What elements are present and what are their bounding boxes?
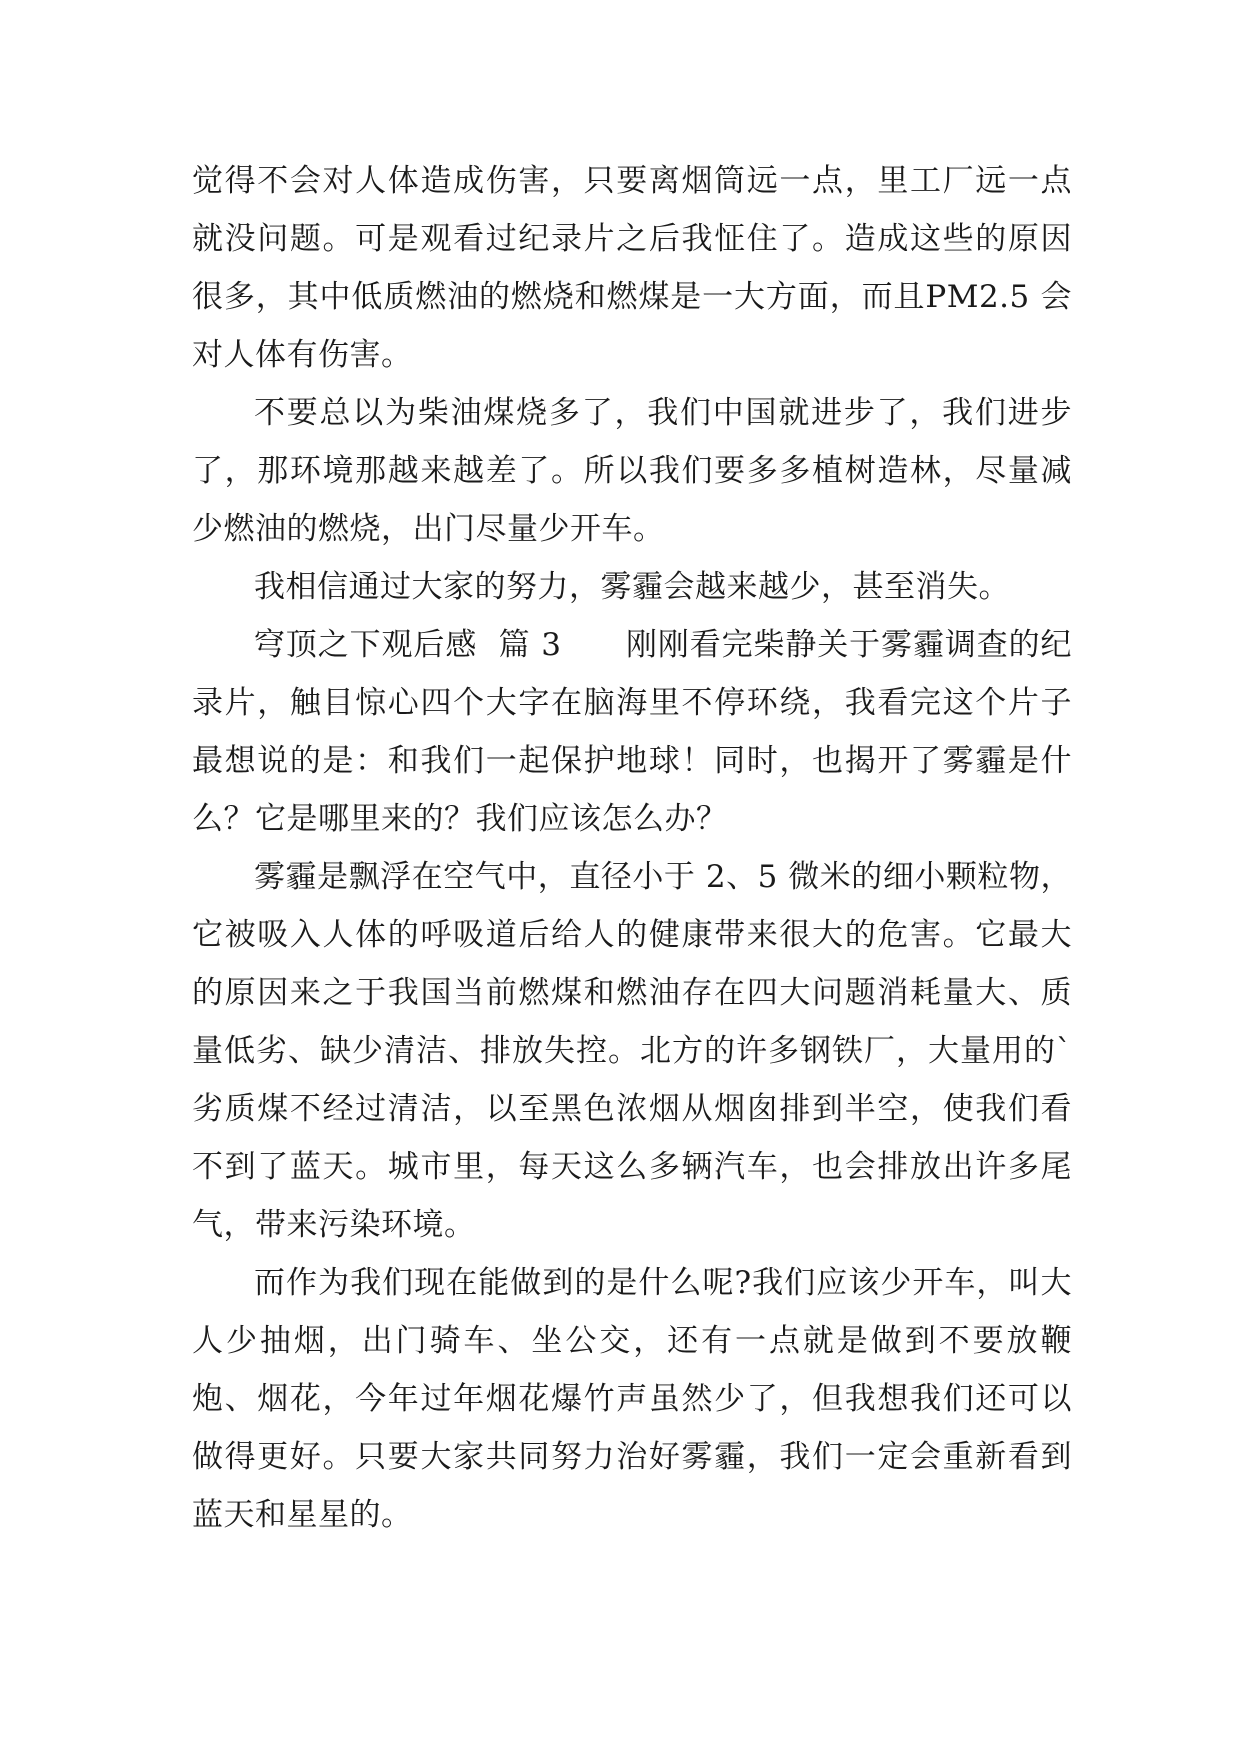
paragraph-2: 不要总以为柴油煤烧多了，我们中国就进步了，我们进步了，那环境那越来越差了。所以我们要多多植树造林，尽量减少燃油的燃烧，出门尽量少开车。 <box>192 395 1072 547</box>
paragraph-5: 雾霾是飘浮在空气中，直径小于 2、5 微米的细小颗粒物，它被吸入人体的呼吸道后给人的健康带来很大的危害。它最大的原因来之于我国当前燃煤和燃油存在四大问题消耗量大、质量低劣、缺少清洁、排放失控。北方的许多钢铁厂，大量用的`劣质煤不经过清洁，以至黑色浓烟从烟囱排到半空，使我们看不到了蓝天。城市里，每天这么多辆汽车，也会排放出许多尾气，带来污染环境。 <box>192 859 1072 1243</box>
document-body <box>192 152 1072 1544</box>
paragraph-4: 穹顶之下观后感 篇 3 刚刚看完柴静关于雾霾调查的纪录片，触目惊心四个大字在脑海里不停环绕，我看完这个片子最想说的是：和我们一起保护地球！同时，也揭开了雾霾是什么？它是哪里来的？我们应该怎么办？ <box>192 627 1072 837</box>
paragraph-1: 觉得不会对人体造成伤害，只要离烟筒远一点，里工厂远一点就没问题。可是观看过纪录片之后我怔住了。造成这些的原因很多，其中低质燃油的燃烧和燃煤是一大方面，而且PM2.5 会对人体有伤害。 <box>192 163 1072 373</box>
paragraph-6: 而作为我们现在能做到的是什么呢?我们应该少开车，叫大人少抽烟，出门骑车、坐公交，还有一点就是做到不要放鞭炮、烟花，今年过年烟花爆竹声虽然少了，但我想我们还可以做得更好。只要大家共同努力治好雾霾，我们一定会重新看到蓝天和星星的。 <box>192 1265 1072 1533</box>
paragraph-3: 我相信通过大家的努力，雾霾会越来越少，甚至消失。 <box>254 569 1010 605</box>
